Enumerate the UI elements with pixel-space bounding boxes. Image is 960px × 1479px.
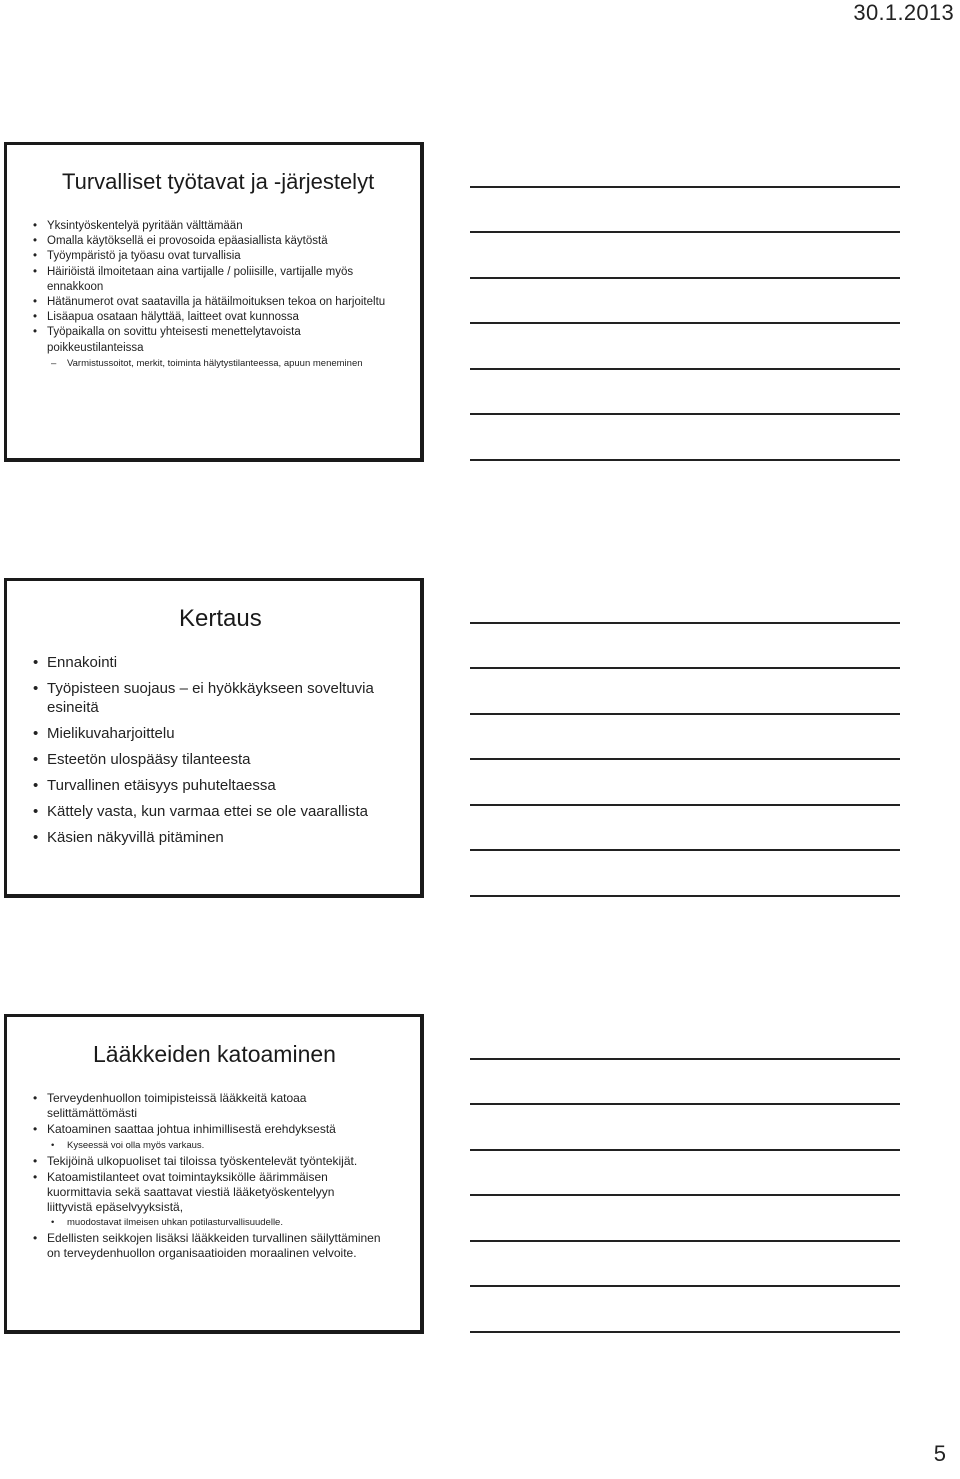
note-line bbox=[470, 322, 900, 324]
sub-bullet-item: • muodostavat ilmeisen uhkan potilasturvallisuudelle. bbox=[33, 1216, 383, 1229]
note-line bbox=[470, 895, 900, 897]
bullet-item: • Omalla käytöksellä ei provosoida epäasiallista käytöstä bbox=[33, 234, 393, 249]
bullet-item: • Edellisten seikkojen lisäksi lääkkeiden turvallinen säilyttäminen on terveydenhuollon organisaatioiden moraalinen velvoite. bbox=[33, 1231, 383, 1260]
slide-thumbnail bbox=[4, 578, 424, 898]
page-number: 5 bbox=[933, 1441, 946, 1466]
bullet-item: • Lisäapua osataan hälyttää, laitteet ovat kunnossa bbox=[33, 310, 393, 325]
bullet-item: • Terveydenhuollon toimipisteissä lääkkeitä katoaa selittämättömästi bbox=[33, 1091, 383, 1120]
bullet-item: • Työympäristö ja työasu ovat turvallisia bbox=[33, 249, 393, 264]
note-line bbox=[470, 1285, 900, 1287]
bullet-item: • Työpaikalla on sovittu yhteisesti menettelytavoista poikkeustilanteissa bbox=[33, 325, 393, 355]
slide-title: Kertaus bbox=[179, 605, 262, 632]
bullet-item: • Ennakointi bbox=[33, 653, 413, 672]
bullet-item: • Mielikuvaharjoittelu bbox=[33, 724, 413, 743]
note-line bbox=[470, 804, 900, 806]
slide-bullet-list bbox=[33, 653, 413, 854]
note-line bbox=[470, 667, 900, 669]
note-line bbox=[470, 622, 900, 624]
header-date: 30.1.2013 bbox=[853, 0, 954, 25]
note-line bbox=[470, 231, 900, 233]
bullet-item: • Yksintyöskentelyä pyritään välttämään bbox=[33, 219, 393, 234]
note-line bbox=[470, 1331, 900, 1333]
note-line bbox=[470, 413, 900, 415]
slide-bullet-list bbox=[33, 1091, 383, 1262]
note-line bbox=[470, 1194, 900, 1196]
slide-title: Turvalliset työtavat ja -järjestelyt bbox=[62, 169, 375, 194]
note-line bbox=[470, 277, 900, 279]
bullet-item: • Katoamistilanteet ovat toimintayksikölle äärimmäisen kuormittavia sekä saattavat viestiä lääketyöskentelyyn liittyvistä epäselvyyksistä, bbox=[33, 1170, 383, 1214]
note-line bbox=[470, 186, 900, 188]
bullet-item: • Työpisteen suojaus – ei hyökkäykseen soveltuvia esineitä bbox=[33, 679, 413, 717]
bullet-item: • Tekijöinä ulkopuoliset tai tiloissa työskentelevät työntekijät. bbox=[33, 1154, 383, 1169]
bullet-item: • Häiriöistä ilmoitetaan aina vartijalle / poliisille, vartijalle myös ennakkoon bbox=[33, 265, 393, 295]
note-line bbox=[470, 713, 900, 715]
slide-bullet-list bbox=[33, 219, 393, 370]
note-line bbox=[470, 758, 900, 760]
note-line bbox=[470, 1058, 900, 1060]
note-line bbox=[470, 368, 900, 370]
note-line bbox=[470, 1149, 900, 1151]
bullet-item: • Hätänumerot ovat saatavilla ja hätäilmoituksen tekoa on harjoiteltu bbox=[33, 295, 393, 310]
bullet-item: • Katoaminen saattaa johtua inhimillisestä erehdyksestä bbox=[33, 1122, 383, 1137]
note-line bbox=[470, 849, 900, 851]
sub-bullet-item: – Varmistussoitot, merkit, toiminta hälytystilanteessa, apuun meneminen bbox=[33, 358, 393, 370]
note-line bbox=[470, 459, 900, 461]
note-line bbox=[470, 1240, 900, 1242]
slide-thumbnail bbox=[4, 142, 424, 462]
sub-bullet-item: • Kyseessä voi olla myös varkaus. bbox=[33, 1139, 383, 1152]
slide-thumbnail bbox=[4, 1014, 424, 1334]
slide-title: Lääkkeiden katoaminen bbox=[93, 1041, 336, 1067]
bullet-item: • Turvallinen etäisyys puhuteltaessa bbox=[33, 776, 413, 795]
bullet-item: • Esteetön ulospääsy tilanteesta bbox=[33, 750, 413, 769]
bullet-item: • Käsien näkyvillä pitäminen bbox=[33, 828, 413, 847]
note-line bbox=[470, 1103, 900, 1105]
bullet-item: • Kättely vasta, kun varmaa ettei se ole vaarallista bbox=[33, 802, 413, 821]
